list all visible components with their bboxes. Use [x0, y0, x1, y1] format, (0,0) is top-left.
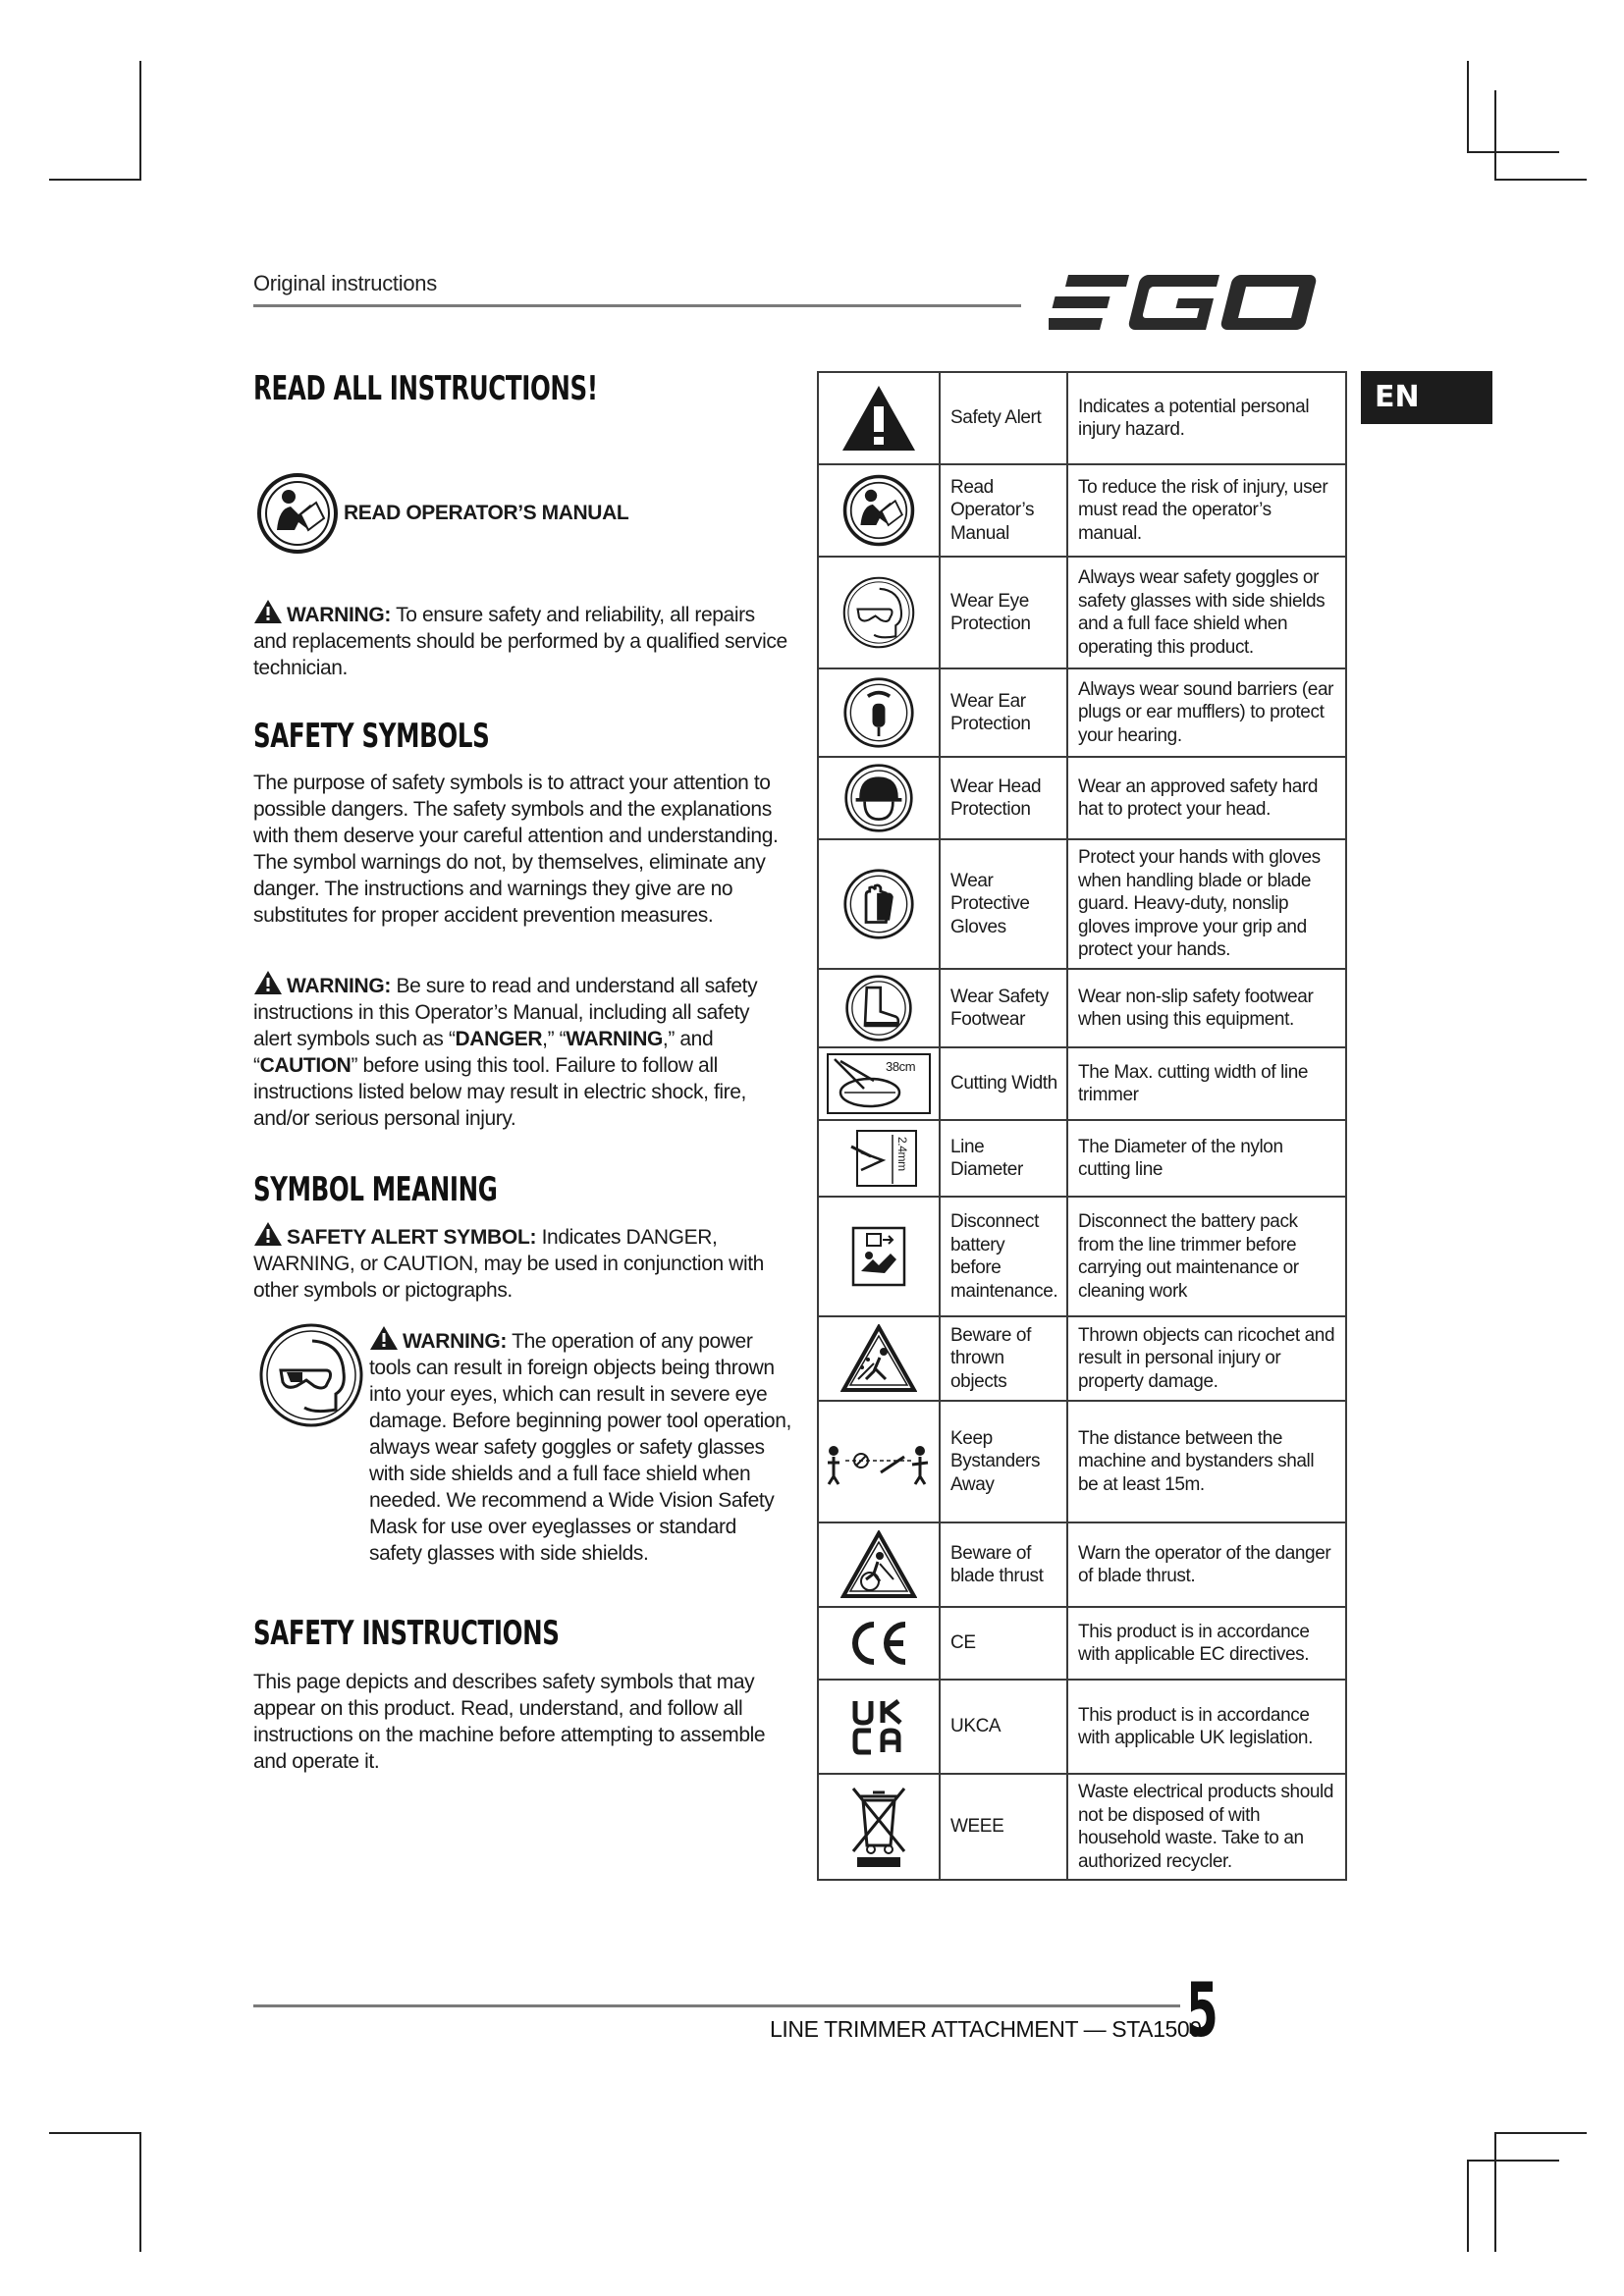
symbol-meaning: Warn the operator of the danger of blade thrust. [1067, 1522, 1346, 1607]
symbol-name: Disconnect battery before maintenance. [940, 1197, 1067, 1316]
symbol-meaning: The Diameter of the nylon cutting line [1067, 1120, 1346, 1197]
table-row [818, 1607, 1346, 1680]
warning-eye-protection [369, 1325, 791, 1567]
warning-repairs [253, 599, 791, 681]
safety-alert-text-1: Indicates DANGER, [541, 1226, 718, 1249]
safety-symbols-heading: SAFETY SYMBOLS [253, 717, 490, 756]
warning-eye-text: The operation of any power tools can result in foreign objects being thrown into your eyes, which can result in severe eye damage. Before beginning power tool operation, always wear safety goggles or safety glasses with side shields and a full face shield when needed. We recommend a Wide Vision Safety Mask for use over eyeglasses or standard safety glasses with side shields. [369, 1330, 791, 1565]
symbol-name: CE [940, 1607, 1067, 1680]
safety-symbols-text: The purpose of safety symbols is to attract your attention to possible dangers. The safety symbols and the explanations with them deserve your careful attention and understanding. The symbol warnings do not, by themselves, eliminate any danger. The instructions and warnings they give are no substitutes for proper accident prevention measures. [253, 772, 779, 927]
crop-mark [1494, 2132, 1496, 2252]
symbol-meaning: Wear non-slip safety footwear when using this equipment. [1067, 969, 1346, 1047]
symbol-name: Cutting Width [940, 1047, 1067, 1120]
warning-repairs-text: To ensure safety and reliability, all repairs and replacements should be performed by a qualified service technician. [253, 604, 787, 679]
crop-mark [1494, 179, 1587, 181]
warning-label: WARNING: [403, 1330, 508, 1353]
warning-read-text-1: Be sure to read and understand all safety instructions in this Operator’s Manual, including all safety alert symbols such as “ [253, 975, 758, 1050]
symbol-meaning: The Max. cutting width of line trimmer [1067, 1047, 1346, 1120]
crop-mark [1467, 2160, 1469, 2252]
footer-title: LINE TRIMMER ATTACHMENT — STA1500 [770, 2016, 1202, 2042]
footer-rule [253, 2004, 1180, 2007]
table-row [818, 464, 1346, 557]
safety-instructions-text: This page depicts and describes safety symbols that may appear on this product. Read, understand, and follow all instructions on the machine before attempting to assemble and operate it. [253, 1671, 766, 1773]
crop-mark [1494, 2132, 1587, 2134]
eye-protection-icon [841, 575, 916, 650]
symbol-name: Wear Ear Protection [940, 668, 1067, 757]
cutting-width-icon [825, 1051, 933, 1116]
ear-protection-icon [842, 676, 915, 749]
symbol-meaning: The distance between the machine and bystanders shall be at least 15m. [1067, 1401, 1346, 1522]
safety-alert-icon [839, 383, 918, 454]
read-manual-icon [841, 473, 916, 548]
crop-mark [1467, 151, 1559, 153]
warning-triangle-icon [253, 970, 283, 995]
blade-thrust-icon [840, 1530, 917, 1599]
page-number: 5 [1186, 1966, 1218, 2054]
symbol-name: Wear Safety Footwear [940, 969, 1067, 1047]
table-row [818, 757, 1346, 839]
safety-instructions-heading: SAFETY INSTRUCTIONS [253, 1614, 560, 1653]
warning-triangle-icon [253, 599, 283, 624]
safety-symbols-table [817, 371, 1347, 1881]
warning-label: WARNING: [287, 604, 392, 626]
table-row [818, 1522, 1346, 1607]
table-row [818, 1120, 1346, 1197]
danger-word: DANGER [455, 1028, 543, 1050]
language-tab: EN [1361, 371, 1492, 424]
table-row [818, 1197, 1346, 1316]
crop-mark [139, 61, 141, 181]
crop-mark [1467, 61, 1469, 153]
eye-protection-icon [257, 1321, 365, 1429]
crop-mark [139, 2132, 141, 2252]
symbol-meaning: Indicates a potential personal injury hazard. [1067, 372, 1346, 464]
safety-alert-text-2: WARNING, or CAUTION, may be used in conjunction with other symbols or pictographs. [253, 1253, 764, 1302]
line-diameter-icon [832, 1127, 926, 1190]
table-row [818, 372, 1346, 464]
symbol-meaning: Disconnect the battery pack from the line trimmer before carrying out maintenance or cleaning work [1067, 1197, 1346, 1316]
crop-mark [1467, 2160, 1559, 2162]
warning-triangle-icon [369, 1325, 399, 1351]
ego-logo [1049, 267, 1347, 338]
symbol-name: UKCA [940, 1680, 1067, 1774]
line-diameter-icon-text: 2.4mm [895, 1137, 909, 1171]
symbol-name: Wear Head Protection [940, 757, 1067, 839]
symbol-name: Line Diameter [940, 1120, 1067, 1197]
warning-read-understand [253, 970, 791, 1132]
ukca-mark-icon [849, 1697, 908, 1756]
ce-mark-icon [846, 1619, 911, 1668]
read-manual-row [255, 471, 628, 556]
symbol-meaning: Wear an approved safety hard hat to protect your head. [1067, 757, 1346, 839]
table-row [818, 1316, 1346, 1401]
table-row [818, 1401, 1346, 1522]
symbol-meaning: To reduce the risk of injury, user must read the operator’s manual. [1067, 464, 1346, 557]
table-row [818, 1774, 1346, 1880]
header-label: Original instructions [253, 271, 437, 295]
header-rule [253, 304, 1021, 307]
read-manual-icon [255, 471, 340, 556]
warning-word: WARNING [566, 1028, 663, 1050]
safety-alert-symbol-paragraph [253, 1221, 791, 1304]
table-row [818, 557, 1346, 668]
table-row [818, 1047, 1346, 1120]
disconnect-battery-icon [849, 1224, 908, 1289]
symbol-name: Beware of thrown objects [940, 1316, 1067, 1401]
symbol-name: Wear Eye Protection [940, 557, 1067, 668]
symbol-meaning: Always wear sound barriers (ear plugs or ear mufflers) to protect your hearing. [1067, 668, 1346, 757]
symbol-name: Keep Bystanders Away [940, 1401, 1067, 1522]
crop-mark [1494, 90, 1496, 181]
table-row [818, 668, 1346, 757]
read-manual-label: READ OPERATOR’S MANUAL [344, 502, 629, 524]
symbol-meaning: Protect your hands with gloves when handling blade or blade guard. Heavy-duty, nonslip gloves improve your grip and protect your hands. [1067, 839, 1346, 969]
symbol-meaning: Thrown objects can ricochet and result in personal injury or property damage. [1067, 1316, 1346, 1401]
symbol-name: Safety Alert [940, 372, 1067, 464]
crop-mark [49, 2132, 141, 2134]
table-row [818, 839, 1346, 969]
warning-read-text-4: ” before using this tool. Failure to follow all instructions listed below may result in electric shock, fire, and/or serious personal injury. [253, 1054, 746, 1130]
symbol-meaning: Waste electrical products should not be disposed of with household waste. Take to an authorized recycler. [1067, 1774, 1346, 1880]
thrown-objects-icon [840, 1324, 917, 1393]
symbol-meaning: This product is in accordance with applicable UK legislation. [1067, 1680, 1346, 1774]
symbol-name: Beware of blade thrust [940, 1522, 1067, 1607]
table-row [818, 969, 1346, 1047]
safety-alert-label: SAFETY ALERT SYMBOL: [287, 1226, 537, 1249]
symbol-name: Wear Protective Gloves [940, 839, 1067, 969]
table-row [818, 1680, 1346, 1774]
gloves-icon [842, 868, 915, 940]
warning-triangle-icon [253, 1221, 283, 1247]
warning-read-text-3: ,” and “ [253, 1028, 714, 1077]
symbol-name: Read Operator’s Manual [940, 464, 1067, 557]
read-all-heading: READ ALL INSTRUCTIONS! [253, 369, 598, 408]
caution-word: CAUTION [259, 1054, 352, 1077]
symbol-name: WEEE [940, 1774, 1067, 1880]
symbol-meaning: Always wear safety goggles or safety glasses with side shields and a full face shield when operating this product. [1067, 557, 1346, 668]
warning-label: WARNING: [287, 975, 392, 997]
warning-read-text-2: ,” “ [542, 1028, 567, 1050]
symbol-meaning: This product is in accordance with applicable EC directives. [1067, 1607, 1346, 1680]
head-protection-icon [843, 763, 914, 833]
safety-footwear-icon [844, 974, 913, 1042]
bystanders-icon [822, 1437, 936, 1486]
cutting-width-icon-text: 38cm [886, 1059, 916, 1074]
crop-mark [49, 179, 141, 181]
symbol-meaning-heading: SYMBOL MEANING [253, 1170, 498, 1209]
weee-icon [849, 1785, 908, 1869]
